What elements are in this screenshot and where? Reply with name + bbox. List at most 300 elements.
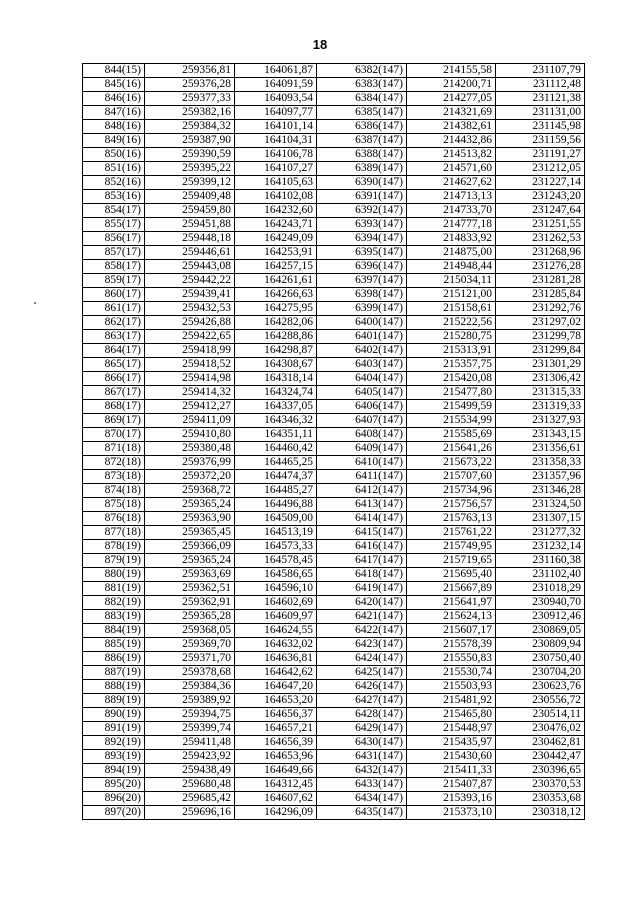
- table-cell-y-coord-left: 164485,27: [235, 484, 317, 498]
- table-cell-x-coord-left: 259451,88: [145, 218, 235, 232]
- table-cell-y-coord-right: 231299,84: [496, 344, 585, 358]
- table-cell-point-id-right: 6414(147): [317, 512, 407, 526]
- table-row: [83, 176, 585, 190]
- table-row: [83, 526, 585, 540]
- table-cell-point-id-left: 850(16): [83, 148, 145, 162]
- table-cell-y-coord-left: 164093,54: [235, 92, 317, 106]
- table-cell-x-coord-right: 215641,97: [407, 596, 496, 610]
- table-cell-point-id-right: 6400(147): [317, 316, 407, 330]
- table-cell-point-id-right: 6418(147): [317, 568, 407, 582]
- table-cell-x-coord-right: 215411,33: [407, 764, 496, 778]
- table-cell-point-id-right: 6431(147): [317, 750, 407, 764]
- table-cell-x-coord-left: 259365,45: [145, 526, 235, 540]
- table-cell-point-id-right: 6423(147): [317, 638, 407, 652]
- table-cell-point-id-right: 6435(147): [317, 806, 407, 820]
- table-cell-x-coord-left: 259418,99: [145, 344, 235, 358]
- table-row: [83, 414, 585, 428]
- table-cell-y-coord-right: 231262,53: [496, 232, 585, 246]
- table-cell-point-id-right: 6434(147): [317, 792, 407, 806]
- table-cell-x-coord-right: 215481,92: [407, 694, 496, 708]
- table-cell-point-id-right: 6389(147): [317, 162, 407, 176]
- table-cell-y-coord-left: 164351,11: [235, 428, 317, 442]
- table-cell-point-id-left: 857(17): [83, 246, 145, 260]
- table-cell-y-coord-right: 231018,29: [496, 582, 585, 596]
- table-cell-y-coord-right: 230809,94: [496, 638, 585, 652]
- table-cell-y-coord-right: 231292,76: [496, 302, 585, 316]
- table-cell-x-coord-right: 215530,74: [407, 666, 496, 680]
- stray-mark: [34, 302, 36, 304]
- table-cell-point-id-left: 846(16): [83, 92, 145, 106]
- table-cell-y-coord-right: 230704,20: [496, 666, 585, 680]
- table-cell-point-id-left: 870(17): [83, 428, 145, 442]
- table-cell-y-coord-right: 231159,56: [496, 134, 585, 148]
- table-cell-y-coord-right: 231324,50: [496, 498, 585, 512]
- table-cell-point-id-left: 859(17): [83, 274, 145, 288]
- table-row: [83, 134, 585, 148]
- table-cell-y-coord-right: 231301,29: [496, 358, 585, 372]
- table-row: [83, 666, 585, 680]
- table-cell-y-coord-left: 164097,77: [235, 106, 317, 120]
- table-cell-x-coord-left: 259368,05: [145, 624, 235, 638]
- table-row: [83, 218, 585, 232]
- table-cell-point-id-right: 6420(147): [317, 596, 407, 610]
- table-cell-x-coord-right: 215624,13: [407, 610, 496, 624]
- table-cell-point-id-left: 847(16): [83, 106, 145, 120]
- table-cell-x-coord-right: 214733,70: [407, 204, 496, 218]
- table-cell-y-coord-right: 230556,72: [496, 694, 585, 708]
- table-cell-x-coord-left: 259422,65: [145, 330, 235, 344]
- table-row: [83, 680, 585, 694]
- table-cell-y-coord-left: 164318,14: [235, 372, 317, 386]
- table-row: [83, 708, 585, 722]
- table-cell-x-coord-right: 215407,87: [407, 778, 496, 792]
- table-cell-point-id-left: 879(19): [83, 554, 145, 568]
- table-cell-point-id-right: 6424(147): [317, 652, 407, 666]
- table-row: [83, 624, 585, 638]
- table-cell-y-coord-right: 230462,81: [496, 736, 585, 750]
- table-cell-x-coord-left: 259443,08: [145, 260, 235, 274]
- table-cell-y-coord-right: 230370,53: [496, 778, 585, 792]
- table-cell-y-coord-right: 231356,61: [496, 442, 585, 456]
- table-cell-y-coord-right: 231358,33: [496, 456, 585, 470]
- table-cell-x-coord-left: 259432,53: [145, 302, 235, 316]
- table-cell-x-coord-left: 259376,28: [145, 78, 235, 92]
- table-row: [83, 372, 585, 386]
- table-cell-point-id-left: 860(17): [83, 288, 145, 302]
- table-cell-y-coord-right: 231121,38: [496, 92, 585, 106]
- table-row: [83, 330, 585, 344]
- table-cell-y-coord-right: 230318,12: [496, 806, 585, 820]
- table-cell-x-coord-left: 259409,48: [145, 190, 235, 204]
- table-cell-point-id-left: 876(18): [83, 512, 145, 526]
- table-cell-point-id-right: 6384(147): [317, 92, 407, 106]
- table-row: [83, 162, 585, 176]
- table-cell-x-coord-left: 259356,81: [145, 64, 235, 78]
- table-cell-point-id-right: 6390(147): [317, 176, 407, 190]
- table-cell-x-coord-right: 215695,40: [407, 568, 496, 582]
- table-cell-point-id-right: 6421(147): [317, 610, 407, 624]
- table-cell-point-id-right: 6404(147): [317, 372, 407, 386]
- table-cell-x-coord-right: 215357,75: [407, 358, 496, 372]
- table-cell-x-coord-left: 259685,42: [145, 792, 235, 806]
- table-cell-x-coord-right: 215465,80: [407, 708, 496, 722]
- table-cell-x-coord-left: 259426,88: [145, 316, 235, 330]
- table-cell-y-coord-left: 164101,14: [235, 120, 317, 134]
- table-cell-x-coord-right: 214948,44: [407, 260, 496, 274]
- table-cell-point-id-left: 873(18): [83, 470, 145, 484]
- table-cell-point-id-left: 885(19): [83, 638, 145, 652]
- table-row: [83, 400, 585, 414]
- table-row: [83, 148, 585, 162]
- table-cell-point-id-left: 863(17): [83, 330, 145, 344]
- table-cell-x-coord-left: 259387,90: [145, 134, 235, 148]
- table-cell-y-coord-left: 164308,67: [235, 358, 317, 372]
- table-cell-y-coord-right: 230940,70: [496, 596, 585, 610]
- table-cell-point-id-left: 867(17): [83, 386, 145, 400]
- table-cell-point-id-left: 886(19): [83, 652, 145, 666]
- table-cell-x-coord-right: 214875,00: [407, 246, 496, 260]
- table-cell-y-coord-left: 164653,96: [235, 750, 317, 764]
- table-cell-y-coord-left: 164298,87: [235, 344, 317, 358]
- table-cell-y-coord-right: 231243,20: [496, 190, 585, 204]
- table-row: [83, 792, 585, 806]
- table-cell-x-coord-left: 259365,24: [145, 498, 235, 512]
- table-cell-point-id-right: 6426(147): [317, 680, 407, 694]
- table-cell-y-coord-left: 164647,20: [235, 680, 317, 694]
- table-cell-y-coord-left: 164649,66: [235, 764, 317, 778]
- table-cell-y-coord-right: 231277,32: [496, 526, 585, 540]
- table-cell-x-coord-left: 259439,41: [145, 288, 235, 302]
- table-cell-point-id-right: 6387(147): [317, 134, 407, 148]
- table-cell-point-id-left: 844(15): [83, 64, 145, 78]
- table-cell-y-coord-left: 164624,55: [235, 624, 317, 638]
- table-cell-point-id-left: 854(17): [83, 204, 145, 218]
- table-cell-x-coord-left: 259680,48: [145, 778, 235, 792]
- table-cell-y-coord-left: 164296,09: [235, 806, 317, 820]
- table-cell-y-coord-right: 231227,14: [496, 176, 585, 190]
- table-cell-point-id-left: 864(17): [83, 344, 145, 358]
- table-cell-x-coord-right: 214627,62: [407, 176, 496, 190]
- table-cell-point-id-right: 6395(147): [317, 246, 407, 260]
- table-cell-point-id-left: 869(17): [83, 414, 145, 428]
- table-cell-x-coord-left: 259362,91: [145, 596, 235, 610]
- table-cell-x-coord-right: 214200,71: [407, 78, 496, 92]
- table-cell-x-coord-left: 259378,68: [145, 666, 235, 680]
- table-cell-point-id-left: 871(18): [83, 442, 145, 456]
- table-cell-point-id-right: 6411(147): [317, 470, 407, 484]
- table-cell-x-coord-left: 259384,36: [145, 680, 235, 694]
- table-cell-point-id-left: 853(16): [83, 190, 145, 204]
- table-cell-x-coord-right: 215763,13: [407, 512, 496, 526]
- table-row: [83, 610, 585, 624]
- table-cell-point-id-right: 6396(147): [317, 260, 407, 274]
- table-cell-y-coord-left: 164232,60: [235, 204, 317, 218]
- table-cell-x-coord-left: 259362,51: [145, 582, 235, 596]
- table-cell-x-coord-right: 215719,65: [407, 554, 496, 568]
- table-cell-y-coord-left: 164465,25: [235, 456, 317, 470]
- table-row: [83, 302, 585, 316]
- table-cell-x-coord-left: 259366,09: [145, 540, 235, 554]
- table-row: [83, 652, 585, 666]
- table-cell-point-id-left: 855(17): [83, 218, 145, 232]
- table-cell-x-coord-left: 259369,70: [145, 638, 235, 652]
- table-row: [83, 470, 585, 484]
- table-cell-x-coord-left: 259438,49: [145, 764, 235, 778]
- table-cell-y-coord-right: 231268,96: [496, 246, 585, 260]
- table-cell-point-id-right: 6416(147): [317, 540, 407, 554]
- table-cell-y-coord-right: 231232,14: [496, 540, 585, 554]
- table-cell-y-coord-right: 231251,55: [496, 218, 585, 232]
- table-cell-point-id-right: 6385(147): [317, 106, 407, 120]
- table-cell-y-coord-left: 164261,61: [235, 274, 317, 288]
- table-cell-y-coord-left: 164061,87: [235, 64, 317, 78]
- table-cell-x-coord-right: 215420,08: [407, 372, 496, 386]
- table-cell-x-coord-right: 215734,96: [407, 484, 496, 498]
- table-cell-x-coord-right: 215503,93: [407, 680, 496, 694]
- table-cell-point-id-right: 6419(147): [317, 582, 407, 596]
- table-cell-y-coord-right: 231191,27: [496, 148, 585, 162]
- table-cell-x-coord-right: 215158,61: [407, 302, 496, 316]
- table-cell-x-coord-left: 259376,99: [145, 456, 235, 470]
- table-cell-x-coord-right: 215667,89: [407, 582, 496, 596]
- table-row: [83, 288, 585, 302]
- table-cell-point-id-right: 6399(147): [317, 302, 407, 316]
- table-cell-point-id-left: 852(16): [83, 176, 145, 190]
- page-number: 18: [312, 37, 328, 52]
- table-cell-x-coord-right: 214382,61: [407, 120, 496, 134]
- table-cell-y-coord-left: 164578,45: [235, 554, 317, 568]
- table-cell-point-id-right: 6408(147): [317, 428, 407, 442]
- table-cell-point-id-left: 889(19): [83, 694, 145, 708]
- table-row: [83, 484, 585, 498]
- table-cell-x-coord-right: 214713,13: [407, 190, 496, 204]
- table-cell-point-id-right: 6432(147): [317, 764, 407, 778]
- table-cell-point-id-left: 884(19): [83, 624, 145, 638]
- table-row: [83, 92, 585, 106]
- table-cell-y-coord-left: 164607,62: [235, 792, 317, 806]
- table-cell-x-coord-right: 215313,91: [407, 344, 496, 358]
- table-cell-point-id-left: 895(20): [83, 778, 145, 792]
- table-cell-point-id-left: 891(19): [83, 722, 145, 736]
- table-cell-x-coord-left: 259394,75: [145, 708, 235, 722]
- table-row: [83, 120, 585, 134]
- table-cell-point-id-left: 862(17): [83, 316, 145, 330]
- table-row: [83, 386, 585, 400]
- table-cell-y-coord-left: 164636,81: [235, 652, 317, 666]
- table-cell-x-coord-right: 215430,60: [407, 750, 496, 764]
- table-cell-x-coord-left: 259390,59: [145, 148, 235, 162]
- table-row: [83, 498, 585, 512]
- table-cell-y-coord-right: 231343,15: [496, 428, 585, 442]
- table-cell-x-coord-right: 214571,60: [407, 162, 496, 176]
- table-cell-y-coord-left: 164243,71: [235, 218, 317, 232]
- table-cell-x-coord-left: 259380,48: [145, 442, 235, 456]
- table-cell-x-coord-left: 259448,18: [145, 232, 235, 246]
- table-cell-y-coord-right: 231285,84: [496, 288, 585, 302]
- table-cell-x-coord-right: 215499,59: [407, 400, 496, 414]
- table-cell-y-coord-right: 230869,05: [496, 624, 585, 638]
- table-cell-point-id-left: 875(18): [83, 498, 145, 512]
- table-cell-y-coord-right: 231299,78: [496, 330, 585, 344]
- table-cell-x-coord-right: 215585,69: [407, 428, 496, 442]
- table-row: [83, 694, 585, 708]
- table-cell-y-coord-right: 231247,64: [496, 204, 585, 218]
- table-cell-x-coord-right: 214513,82: [407, 148, 496, 162]
- table-cell-x-coord-right: 214432,86: [407, 134, 496, 148]
- table-cell-x-coord-left: 259696,16: [145, 806, 235, 820]
- table-cell-y-coord-right: 231160,38: [496, 554, 585, 568]
- table-cell-y-coord-left: 164312,45: [235, 778, 317, 792]
- table-cell-y-coord-left: 164104,31: [235, 134, 317, 148]
- table-cell-x-coord-left: 259395,22: [145, 162, 235, 176]
- table-cell-point-id-right: 6397(147): [317, 274, 407, 288]
- table-cell-y-coord-right: 231281,28: [496, 274, 585, 288]
- table-cell-y-coord-right: 231307,15: [496, 512, 585, 526]
- table-cell-x-coord-right: 215756,57: [407, 498, 496, 512]
- table-cell-x-coord-right: 215761,22: [407, 526, 496, 540]
- table-cell-x-coord-right: 215550,83: [407, 652, 496, 666]
- table-cell-point-id-left: 887(19): [83, 666, 145, 680]
- table-cell-x-coord-left: 259365,28: [145, 610, 235, 624]
- table-cell-x-coord-right: 215448,97: [407, 722, 496, 736]
- table-row: [83, 190, 585, 204]
- table-cell-point-id-left: 849(16): [83, 134, 145, 148]
- table-cell-x-coord-right: 215534,99: [407, 414, 496, 428]
- table-cell-point-id-left: 893(19): [83, 750, 145, 764]
- table-cell-point-id-right: 6394(147): [317, 232, 407, 246]
- table-cell-y-coord-left: 164282,06: [235, 316, 317, 330]
- table-row: [83, 764, 585, 778]
- table-cell-y-coord-right: 231276,28: [496, 260, 585, 274]
- table-cell-point-id-right: 6401(147): [317, 330, 407, 344]
- table-cell-point-id-left: 878(19): [83, 540, 145, 554]
- table-cell-y-coord-left: 164253,91: [235, 246, 317, 260]
- table-cell-y-coord-right: 231306,42: [496, 372, 585, 386]
- table-cell-x-coord-right: 214777,18: [407, 218, 496, 232]
- table-cell-point-id-right: 6409(147): [317, 442, 407, 456]
- table-cell-point-id-left: 883(19): [83, 610, 145, 624]
- table-cell-x-coord-right: 214277,05: [407, 92, 496, 106]
- table-cell-x-coord-left: 259414,98: [145, 372, 235, 386]
- table-row: [83, 512, 585, 526]
- table-cell-x-coord-left: 259363,69: [145, 568, 235, 582]
- table-cell-point-id-left: 872(18): [83, 456, 145, 470]
- table-cell-point-id-left: 892(19): [83, 736, 145, 750]
- table-cell-point-id-right: 6406(147): [317, 400, 407, 414]
- table-cell-y-coord-left: 164609,97: [235, 610, 317, 624]
- table-cell-y-coord-right: 230353,68: [496, 792, 585, 806]
- table-cell-point-id-right: 6403(147): [317, 358, 407, 372]
- coordinates-table: [82, 63, 585, 820]
- table-cell-y-coord-right: 231131,00: [496, 106, 585, 120]
- table-cell-x-coord-right: 215034,11: [407, 274, 496, 288]
- table-cell-x-coord-right: 215607,17: [407, 624, 496, 638]
- table-row: [83, 736, 585, 750]
- table-row: [83, 582, 585, 596]
- table-row: [83, 428, 585, 442]
- table-cell-y-coord-left: 164275,95: [235, 302, 317, 316]
- table-row: [83, 246, 585, 260]
- table-cell-y-coord-left: 164642,62: [235, 666, 317, 680]
- table-cell-y-coord-right: 230396,65: [496, 764, 585, 778]
- table-cell-point-id-right: 6386(147): [317, 120, 407, 134]
- table-cell-y-coord-left: 164105,63: [235, 176, 317, 190]
- table-cell-y-coord-right: 231112,48: [496, 78, 585, 92]
- table-cell-x-coord-right: 215280,75: [407, 330, 496, 344]
- table-cell-point-id-right: 6422(147): [317, 624, 407, 638]
- table-cell-point-id-right: 6383(147): [317, 78, 407, 92]
- table-cell-x-coord-left: 259372,20: [145, 470, 235, 484]
- table-cell-x-coord-left: 259446,61: [145, 246, 235, 260]
- table-cell-y-coord-right: 230912,46: [496, 610, 585, 624]
- table-cell-y-coord-left: 164656,39: [235, 736, 317, 750]
- table-cell-x-coord-right: 214155,58: [407, 64, 496, 78]
- table-cell-y-coord-left: 164474,37: [235, 470, 317, 484]
- table-cell-point-id-left: 894(19): [83, 764, 145, 778]
- table-cell-x-coord-left: 259412,27: [145, 400, 235, 414]
- table-cell-point-id-right: 6429(147): [317, 722, 407, 736]
- table-cell-x-coord-left: 259368,72: [145, 484, 235, 498]
- table-cell-point-id-left: 897(20): [83, 806, 145, 820]
- table-cell-x-coord-right: 214321,69: [407, 106, 496, 120]
- table-cell-y-coord-left: 164632,02: [235, 638, 317, 652]
- table-cell-x-coord-left: 259389,92: [145, 694, 235, 708]
- table-cell-y-coord-right: 231102,40: [496, 568, 585, 582]
- table-cell-y-coord-left: 164656,37: [235, 708, 317, 722]
- table-cell-point-id-right: 6391(147): [317, 190, 407, 204]
- table-cell-x-coord-left: 259371,70: [145, 652, 235, 666]
- table-cell-point-id-left: 888(19): [83, 680, 145, 694]
- table-cell-point-id-right: 6388(147): [317, 148, 407, 162]
- table-cell-point-id-right: 6410(147): [317, 456, 407, 470]
- table-cell-y-coord-right: 230623,76: [496, 680, 585, 694]
- table-row: [83, 64, 585, 78]
- table-cell-point-id-left: 868(17): [83, 400, 145, 414]
- table-row: [83, 596, 585, 610]
- table-cell-x-coord-right: 215121,00: [407, 288, 496, 302]
- table-cell-point-id-left: 890(19): [83, 708, 145, 722]
- table-cell-x-coord-right: 215749,95: [407, 540, 496, 554]
- table-cell-point-id-left: 848(16): [83, 120, 145, 134]
- table-cell-y-coord-right: 231319,33: [496, 400, 585, 414]
- table-cell-y-coord-left: 164257,15: [235, 260, 317, 274]
- table-row: [83, 456, 585, 470]
- table-cell-y-coord-right: 231315,33: [496, 386, 585, 400]
- table-cell-x-coord-right: 214833,92: [407, 232, 496, 246]
- table-row: [83, 260, 585, 274]
- table-cell-y-coord-left: 164106,78: [235, 148, 317, 162]
- table-cell-y-coord-left: 164513,19: [235, 526, 317, 540]
- table-cell-x-coord-right: 215222,56: [407, 316, 496, 330]
- table-cell-y-coord-left: 164586,65: [235, 568, 317, 582]
- table-cell-y-coord-left: 164460,42: [235, 442, 317, 456]
- coordinates-table-body: [83, 64, 585, 820]
- table-cell-x-coord-left: 259399,12: [145, 176, 235, 190]
- table-cell-point-id-left: 874(18): [83, 484, 145, 498]
- table-row: [83, 540, 585, 554]
- table-cell-point-id-right: 6393(147): [317, 218, 407, 232]
- table-cell-x-coord-right: 215477,80: [407, 386, 496, 400]
- table-cell-y-coord-left: 164266,63: [235, 288, 317, 302]
- table-cell-y-coord-right: 230442,47: [496, 750, 585, 764]
- table-cell-y-coord-right: 230514,11: [496, 708, 585, 722]
- table-cell-x-coord-left: 259411,09: [145, 414, 235, 428]
- table-cell-y-coord-left: 164107,27: [235, 162, 317, 176]
- table-cell-y-coord-right: 231346,28: [496, 484, 585, 498]
- table-cell-y-coord-right: 231145,98: [496, 120, 585, 134]
- table-row: [83, 204, 585, 218]
- table-cell-point-id-right: 6382(147): [317, 64, 407, 78]
